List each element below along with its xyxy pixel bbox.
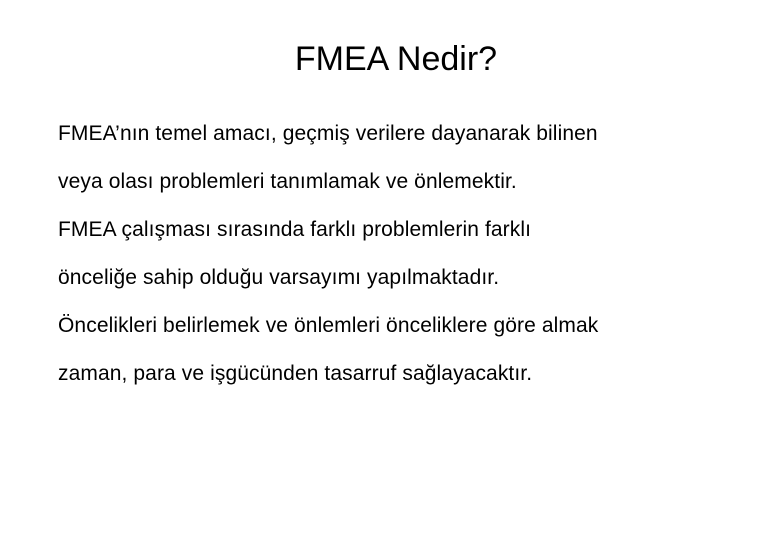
paragraph-line: Öncelikleri belirlemek ve önlemleri önceliklere göre almak bbox=[58, 314, 599, 337]
slide-body bbox=[58, 110, 758, 398]
paragraph-purpose bbox=[58, 110, 758, 206]
paragraph-line: veya olası problemleri tanımlamak ve önlemektir. bbox=[58, 170, 517, 193]
paragraph-line: zaman, para ve işgücünden tasarruf sağlayacaktır. bbox=[58, 362, 533, 385]
paragraph-savings bbox=[58, 302, 758, 398]
paragraph-line: önceliğe sahip olduğu varsayımı yapılmaktadır. bbox=[58, 266, 500, 289]
paragraph-line: FMEA çalışması sırasında farklı problemlerin farklı bbox=[58, 218, 532, 241]
paragraph-line: FMEA’nın temel amacı, geçmiş verilere dayanarak bilinen bbox=[58, 122, 598, 145]
paragraph-priority bbox=[58, 206, 758, 302]
slide-title: FMEA Nedir? bbox=[294, 40, 498, 78]
